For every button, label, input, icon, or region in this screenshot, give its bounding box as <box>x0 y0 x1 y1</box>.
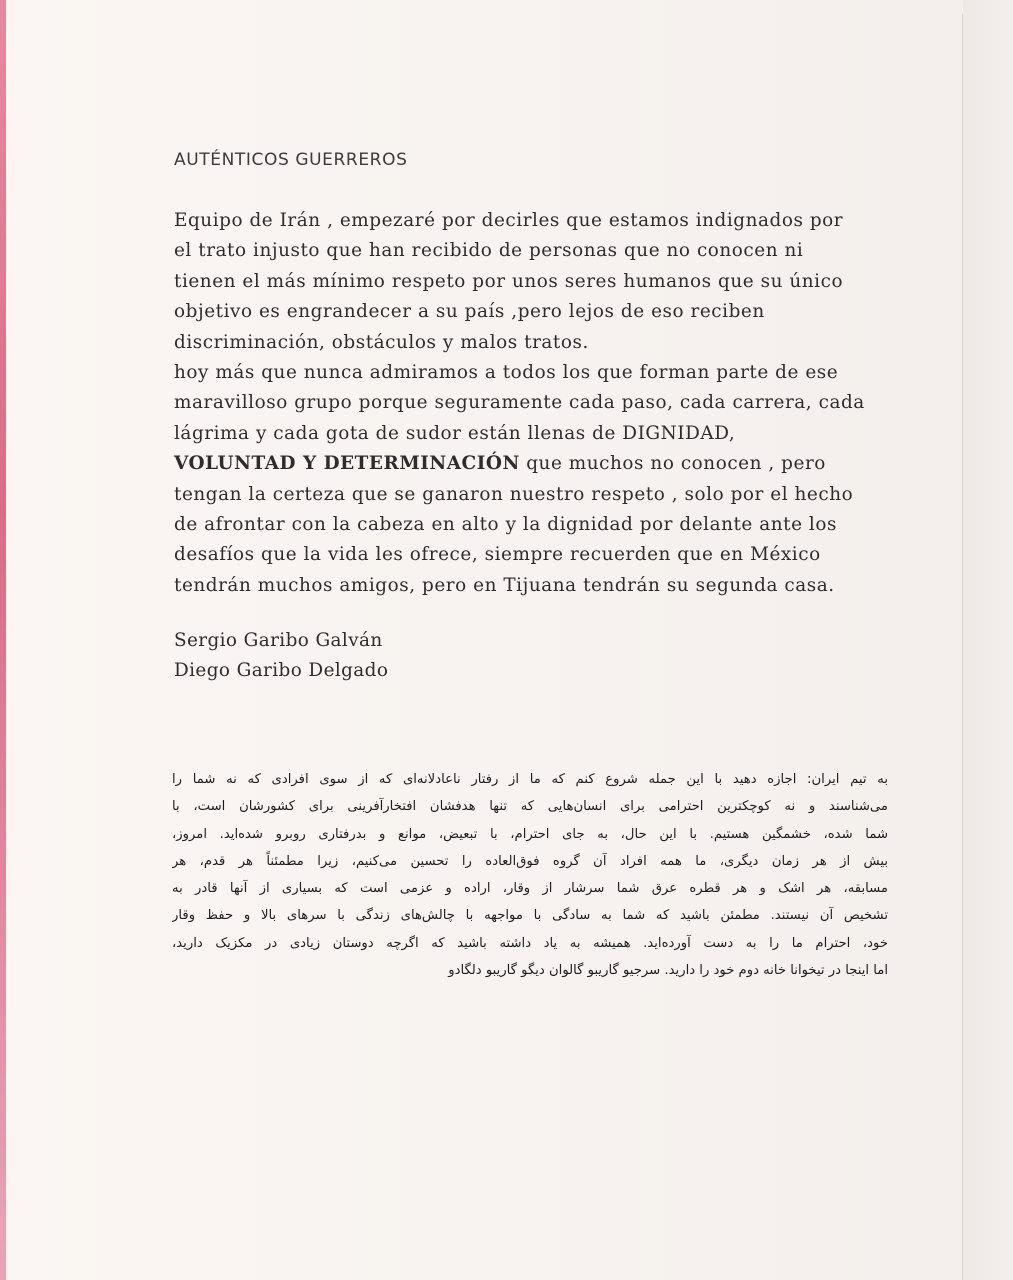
letter-line: maravilloso grupo porque seguramente cada paso, cada carrera, cada <box>174 392 865 414</box>
signature-block <box>174 626 388 686</box>
translation-line: تشخیص آن نیستند. مطمئن باشید که شما به سادگی با مواجهه با چالش‌های زندگی با سرهای بالا و حفظ وقار <box>172 908 888 924</box>
letter-line-rest: que muchos no conocen , pero <box>519 453 826 475</box>
signature-name: Diego Garibo Delgado <box>174 660 389 681</box>
translation-line: مسابقه، هر اشک و هر قطره عرق شما سرشار از وقار، اراده و عزمی است که بسیاری از آنها قادر به <box>172 881 888 897</box>
letter-line: tengan la certeza que se ganaron nuestro respeto , solo por el hecho <box>174 483 854 505</box>
letter-line: desafíos que la vida les ofrece, siempre recuerden que en México <box>174 544 821 566</box>
right-fold-line <box>962 14 963 1280</box>
letter-line: objetivo es engrandecer a su país ,pero lejos de eso reciben <box>174 301 765 323</box>
left-edge-stripe <box>0 0 6 1280</box>
translation-line: اما اینجا در تیخوانا خانه دوم خود را دارید. سرجیو گاریبو گالوان دیگو گاریبو دلگادو <box>448 963 888 979</box>
letter-line: Equipo de Irán , empezaré por decirles que estamos indignados por <box>174 210 844 231</box>
letter-title: AUTÉNTICOS GUERREROS <box>174 150 408 170</box>
translation-line: می‌شناسند و نه کوچکترین احترامی برای انسان‌هایی که تنها هدفشان افتخارآفرینی برای کشورشان است، با <box>172 799 888 815</box>
translation-line: به تیم ایران: اجازه دهید با این جمله شروع کنم که ما از رفتار ناعادلانه‌ای که از سوی افرادی که نه شما را <box>172 772 888 787</box>
translation-line: شما شده، خشمگین هستیم. با این حال، به جای احترام، با تبعیض، موانع و بدرفتاری روبرو شده‌اید. امروز، <box>172 826 888 842</box>
letter-line: lágrima y cada gota de sudor están llenas de DIGNIDAD, <box>174 422 736 444</box>
translation-line: بیش از هر زمان دیگری، ما همه افراد آن گروه فوق‌العاده را تحسین می‌کنیم، زیرا مطمئناً هر قدم، هر <box>172 853 888 869</box>
translation-line: خود، احترام ما را به دست آورده‌اید. همیشه به یاد داشته باشید که اگرچه دوستان زیادی در مکزیک دارید، <box>172 935 888 951</box>
letter-line: tienen el más mínimo respeto por unos seres humanos que su único <box>174 270 844 292</box>
emphasis-text: VOLUNTAD Y DETERMINACIÓN <box>174 453 520 475</box>
letter-line: hoy más que nunca admiramos a todos los que forman parte de ese <box>174 361 839 383</box>
signature-name: Sergio Garibo Galván <box>174 630 383 651</box>
spanish-letter-body <box>174 206 894 601</box>
letter-line <box>174 449 894 479</box>
right-margin-shade <box>963 0 1013 1280</box>
letter-line: de afrontar con la cabeza en alto y la dignidad por delante ante los <box>174 513 837 535</box>
persian-translation-body <box>172 766 888 984</box>
letter-line: el trato injusto que han recibido de personas que no conocen ni <box>174 240 804 262</box>
letter-line: tendrán muchos amigos, pero en Tijuana tendrán su segunda casa. <box>174 574 835 596</box>
letter-line: discriminación, obstáculos y malos tratos. <box>174 331 589 353</box>
